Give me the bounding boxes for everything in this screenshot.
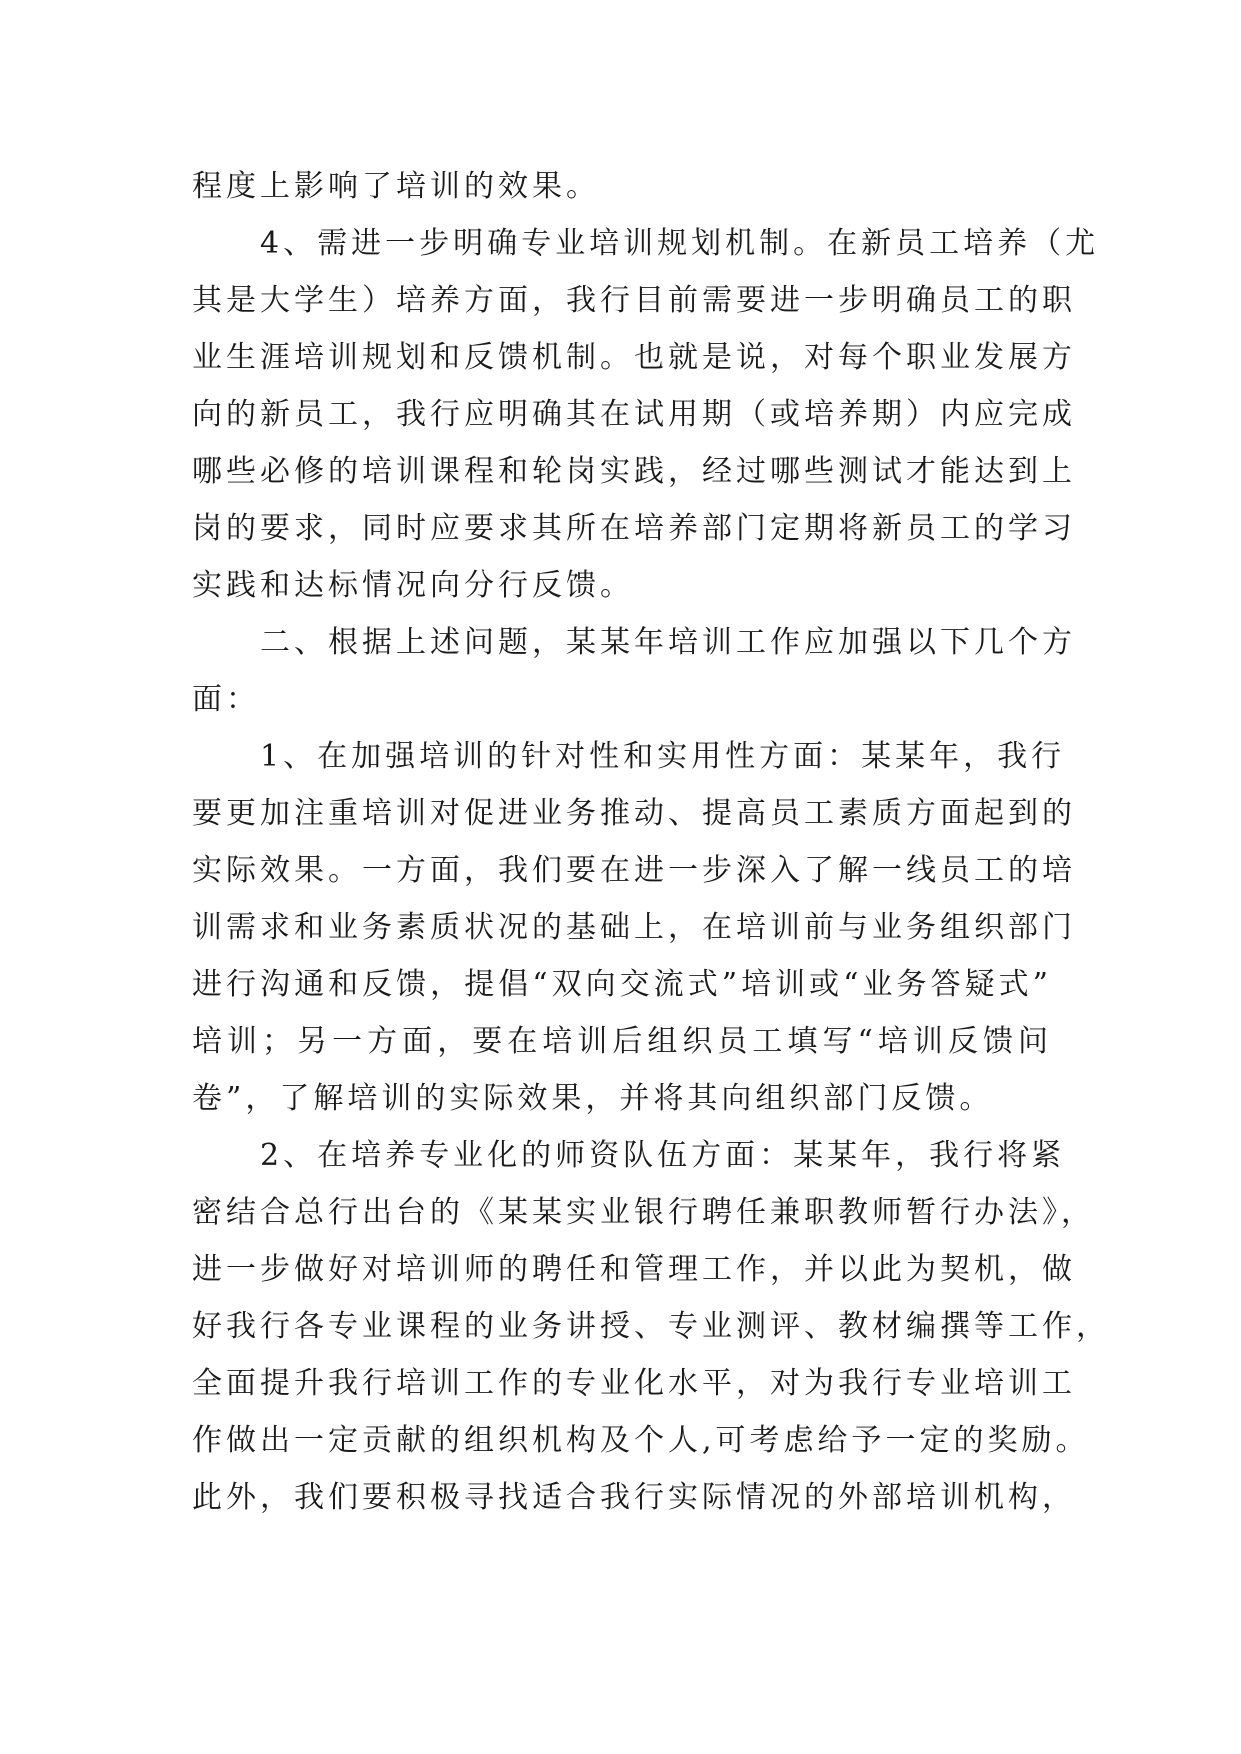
text-line: 哪些必修的培训课程和轮岗实践，经过哪些测试才能达到上 (192, 454, 1076, 489)
text-line: 进一步做好对培训师的聘任和管理工作，并以此为契机，做 (192, 1252, 1076, 1287)
text-line: 二、根据上述问题，某某年培训工作应加强以下几个方 (192, 625, 1076, 660)
text-line: 此外，我们要积极寻找适合我行实际情况的外部培训机构， (192, 1480, 1076, 1515)
text-line: 卷”，了解培训的实际效果，并将其向组织部门反馈。 (192, 1081, 994, 1116)
text-line: 4、需进一步明确专业培训规划机制。在新员工培养（尤 (192, 226, 1100, 261)
text-line: 作做出一定贡献的组织机构及个人,可考虑给予一定的奖励。 (192, 1423, 1090, 1458)
text-line: 程度上影响了培训的效果。 (192, 169, 600, 204)
text-line: 全面提升我行培训工作的专业化水平，对为我行专业培训工 (192, 1366, 1076, 1401)
text-line: 实践和达标情况向分行反馈。 (192, 568, 634, 603)
text-line: 进行沟通和反馈，提倡“双向交流式”培训或“业务答疑式” (192, 967, 1052, 1002)
text-line: 岗的要求，同时应要求其所在培养部门定期将新员工的学习 (192, 511, 1076, 546)
text-line: 好我行各专业课程的业务讲授、专业测评、教材编撰等工作， (192, 1309, 1110, 1344)
text-line: 其是大学生）培养方面，我行目前需要进一步明确员工的职 (192, 283, 1076, 318)
document-body (192, 158, 1110, 1526)
text-line: 向的新员工，我行应明确其在试用期（或培养期）内应完成 (192, 397, 1076, 432)
text-line: 2、在培养专业化的师资队伍方面：某某年，我行将紧 (192, 1138, 1066, 1173)
text-line: 要更加注重培训对促进业务推动、提高员工素质方面起到的 (192, 796, 1076, 831)
text-line: 业生涯培训规划和反馈机制。也就是说，对每个职业发展方 (192, 340, 1076, 375)
text-line: 密结合总行出台的《某某实业银行聘任兼职教师暂行办法》， (192, 1195, 1095, 1230)
text-line: 1、在加强培训的针对性和实用性方面：某某年，我行 (192, 739, 1066, 774)
text-line: 实际效果。一方面，我们要在进一步深入了解一线员工的培 (192, 853, 1076, 888)
text-line: 培训；另一方面，要在培训后组织员工填写“培训反馈问 (192, 1024, 1052, 1059)
text-line: 训需求和业务素质状况的基础上，在培训前与业务组织部门 (192, 910, 1076, 945)
text-line: 面： (192, 682, 260, 717)
